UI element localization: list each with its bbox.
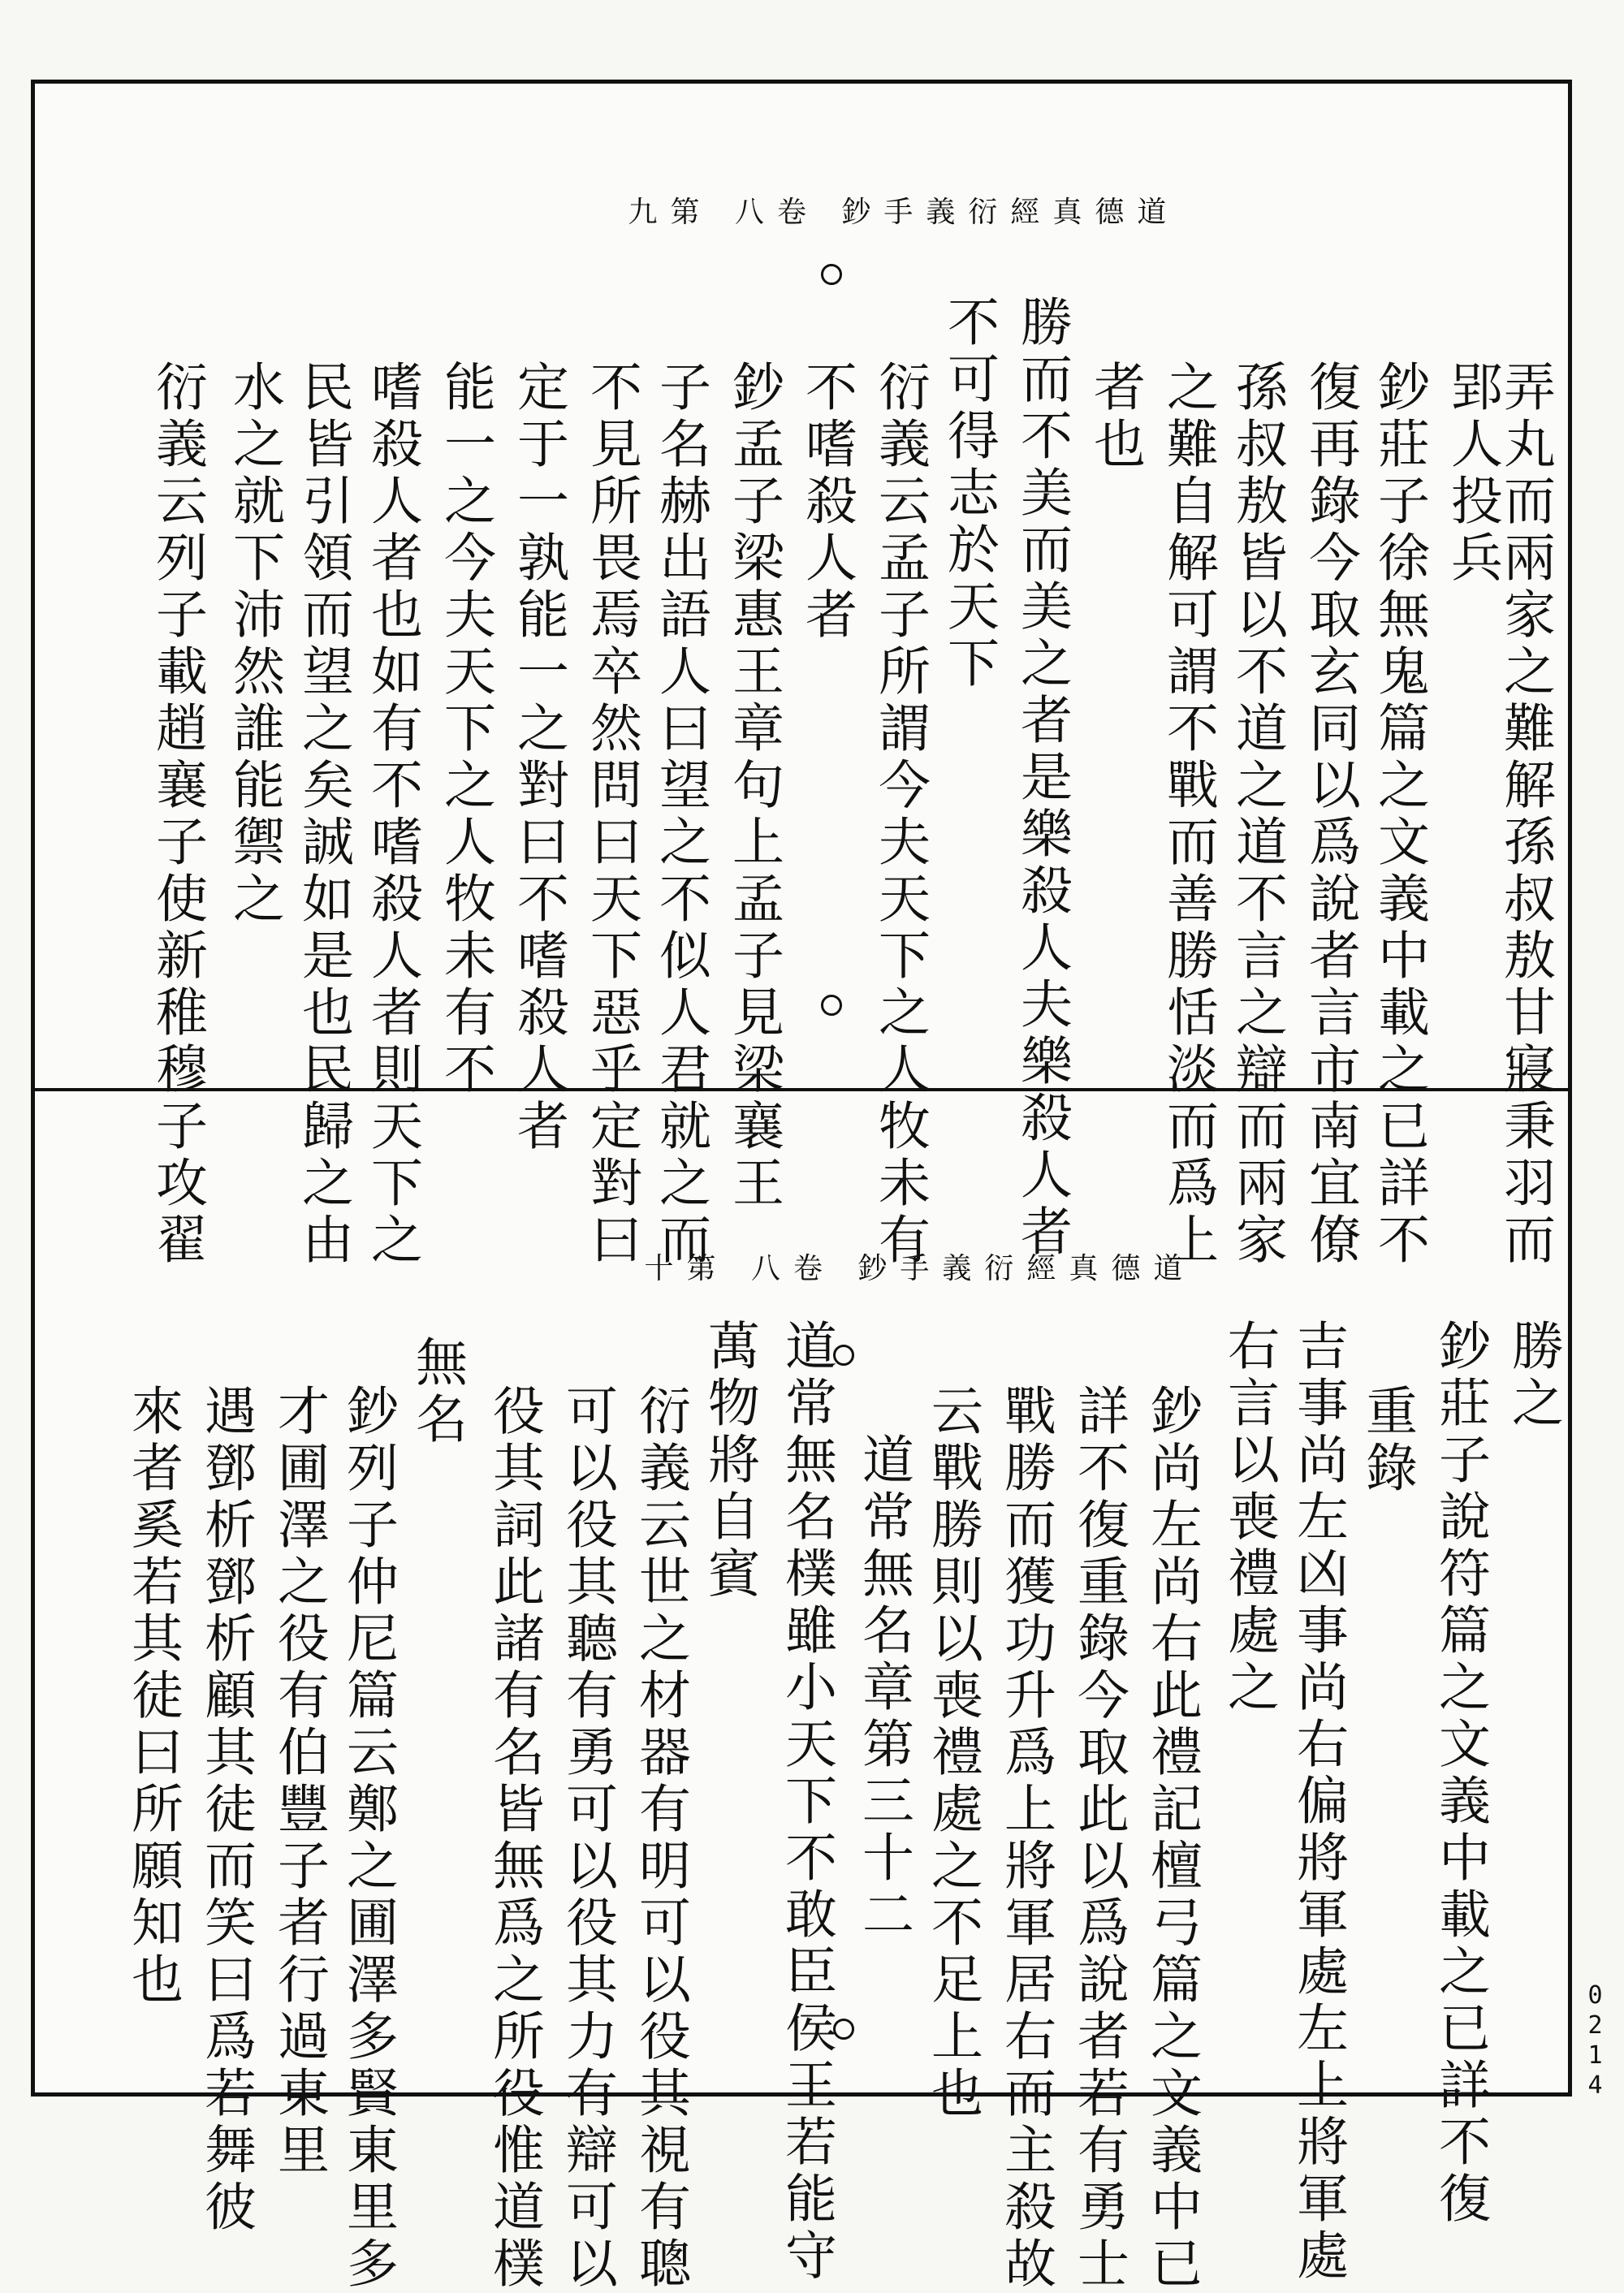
text-column: 戰勝而獲功升爲上將軍居右而主殺故 (996, 1384, 1056, 2293)
text-column: 復再錄今取玄同以爲說者言市南宜僚 (1300, 360, 1360, 1269)
text-column: 鈔孟子梁惠王章句上孟子見梁襄王 (723, 360, 784, 1212)
paragraph-circle-mark (821, 995, 842, 1016)
text-column: 郢人投兵 (1442, 360, 1502, 587)
text-column: 吉事尚左凶事尚右偏將軍處左上將軍處 (1288, 1319, 1348, 2285)
text-column: 遇鄧析鄧析顧其徒而笑曰爲若舞彼 (196, 1384, 256, 2236)
text-column: 右言以喪禮處之 (1219, 1319, 1279, 1717)
text-column: 道常無名章第三十二 (853, 1432, 914, 1944)
text-column: 勝之 (1503, 1319, 1563, 1432)
text-column: 水之就下沛然誰能禦之 (224, 360, 284, 928)
text-column: 可以役其聽有勇可以役其力有辯可以 (557, 1384, 617, 2293)
text-column: 鈔莊子徐無鬼篇之文義中載之已詳不 (1369, 360, 1429, 1269)
text-column: 不見所畏焉卒然問曰天下惡乎定對曰 (581, 360, 641, 1269)
page-header-bottom: 道德真經衍義手鈔 卷八 第十 (644, 1252, 1196, 1285)
text-column: 子名赫出語人曰望之不似人君就之而 (650, 360, 710, 1269)
paragraph-circle-mark (833, 2019, 854, 2040)
page-number: 0214 (1581, 1981, 1609, 2101)
bottom-page (35, 1091, 1568, 2293)
text-column: 之難自解可謂不戰而善勝恬淡而爲上 (1158, 360, 1218, 1269)
text-column: 道常無名樸雖小天下不敢臣侯王若能守 (776, 1319, 836, 2285)
page-header-top: 道德真經衍義手鈔 卷八 第九 (628, 196, 1180, 229)
text-column: 無名 (407, 1335, 467, 1449)
text-column: 弄丸而兩家之難解孫叔敖甘寢秉羽而 (1495, 360, 1555, 1269)
text-column: 不可得志於天下 (939, 295, 999, 693)
text-column: 勝而不美而美之者是樂殺人夫樂殺人者 (1012, 295, 1072, 1261)
text-column: 民皆引領而望之矣誠如是也民歸之由 (293, 360, 353, 1269)
text-column: 衍義云世之材器有明可以役其視有聰 (630, 1384, 690, 2293)
text-column: 者也 (1085, 360, 1145, 473)
text-column: 衍義云列子載趙襄子使新稚穆子攻翟 (147, 360, 207, 1269)
page-frame (31, 80, 1572, 2293)
text-column: 鈔莊子說符篇之文義中載之已詳不復 (1430, 1319, 1490, 2228)
paragraph-circle-mark (833, 1345, 854, 1366)
text-column: 云戰勝則以喪禮處之不足上也 (922, 1384, 983, 2122)
text-column: 來者奚若其徒曰所願知也 (123, 1384, 183, 2009)
text-column: 才圃澤之役有伯豐子者行過東里 (269, 1384, 329, 2179)
text-column: 孫叔敖皆以不道之道不言之辯而兩家 (1227, 360, 1287, 1269)
text-column: 衍義云孟子所謂今夫天下之人牧未有 (870, 360, 930, 1269)
text-column: 不嗜殺人者 (797, 360, 857, 644)
text-column: 鈔列子仲尼篇云鄭之圃澤多賢東里多 (338, 1384, 398, 2293)
text-column: 能一之今夫天下之人牧未有不 (435, 360, 495, 1099)
text-column: 重錄 (1357, 1384, 1417, 1497)
paragraph-circle-mark (821, 264, 842, 285)
text-column: 詳不復重錄今取此以爲說者若有勇士 (1069, 1384, 1129, 2293)
text-column: 嗜殺人者也如有不嗜殺人者則天下之 (362, 360, 422, 1269)
text-column: 定于一孰能一之對曰不嗜殺人者 (508, 360, 568, 1155)
text-column: 萬物將自賓 (699, 1319, 759, 1603)
text-column: 鈔尚左尚右此禮記檀弓篇之文義中已 (1142, 1384, 1202, 2293)
text-column: 役其詞此諸有名皆無爲之所役惟道樸 (484, 1384, 544, 2293)
